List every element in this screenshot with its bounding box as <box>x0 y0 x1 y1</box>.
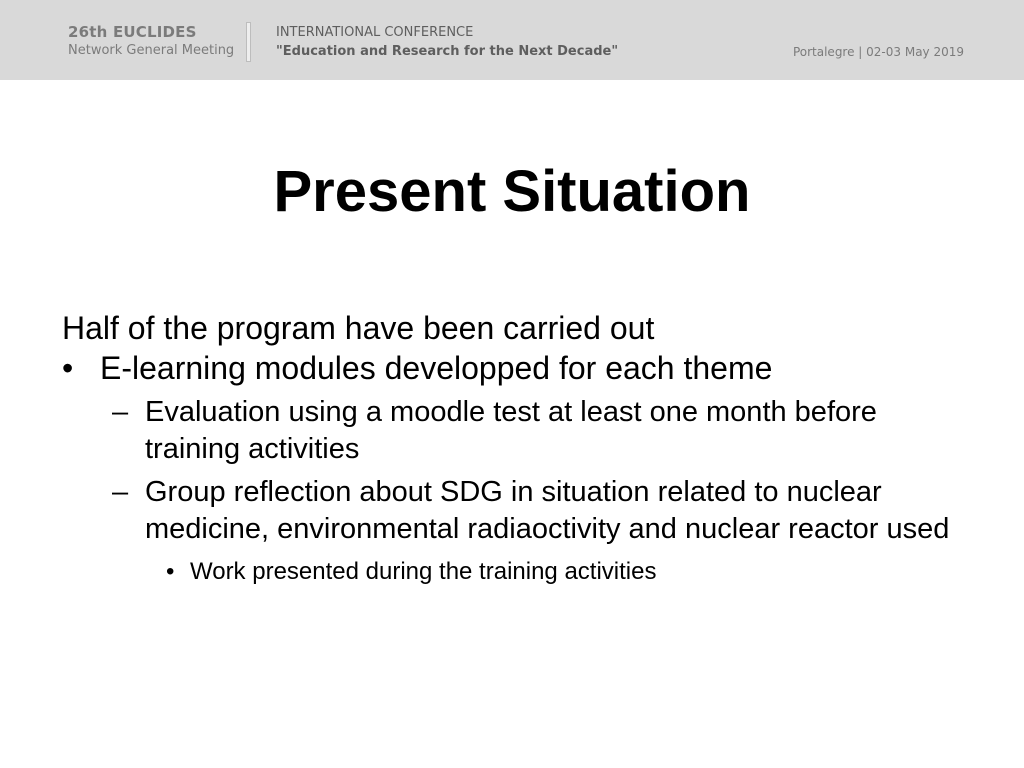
conference-label: INTERNATIONAL CONFERENCE <box>276 25 474 40</box>
conference-theme: "Education and Research for the Next Decade" <box>276 44 619 59</box>
banner-divider <box>246 22 251 62</box>
conference-info <box>276 23 618 61</box>
sub-sub-item <box>166 557 962 587</box>
intro-text: Half of the program have been carried out <box>62 310 655 346</box>
slide-title: Present Situation <box>273 159 751 224</box>
conference-banner <box>0 0 1024 80</box>
dash-marker: – <box>112 396 129 428</box>
slide-body <box>62 308 962 587</box>
sub-item <box>112 394 962 468</box>
sub-item-text: Group reflection about SDG in situation related to nuclear medicine, environmental radiaoctivity and nuclear reactor used <box>145 476 950 545</box>
event-subtitle: Network General Meeting <box>68 43 235 58</box>
dash-marker: – <box>112 476 129 508</box>
bullet-marker: • <box>62 350 74 386</box>
sub-item-text: Evaluation using a moodle test at least one month before training activities <box>145 396 877 465</box>
sub-item <box>112 474 962 548</box>
bullet-marker: • <box>166 558 175 585</box>
bullet-text: E-learning modules developped for each theme <box>100 350 773 386</box>
location-date: Portalegre | 02-03 May 2019 <box>792 45 964 59</box>
event-title: 26th EUCLIDES <box>68 23 197 41</box>
event-info <box>68 23 234 60</box>
sub-sub-item-text: Work presented during the training activities <box>190 558 657 585</box>
bullet-item <box>62 348 962 388</box>
